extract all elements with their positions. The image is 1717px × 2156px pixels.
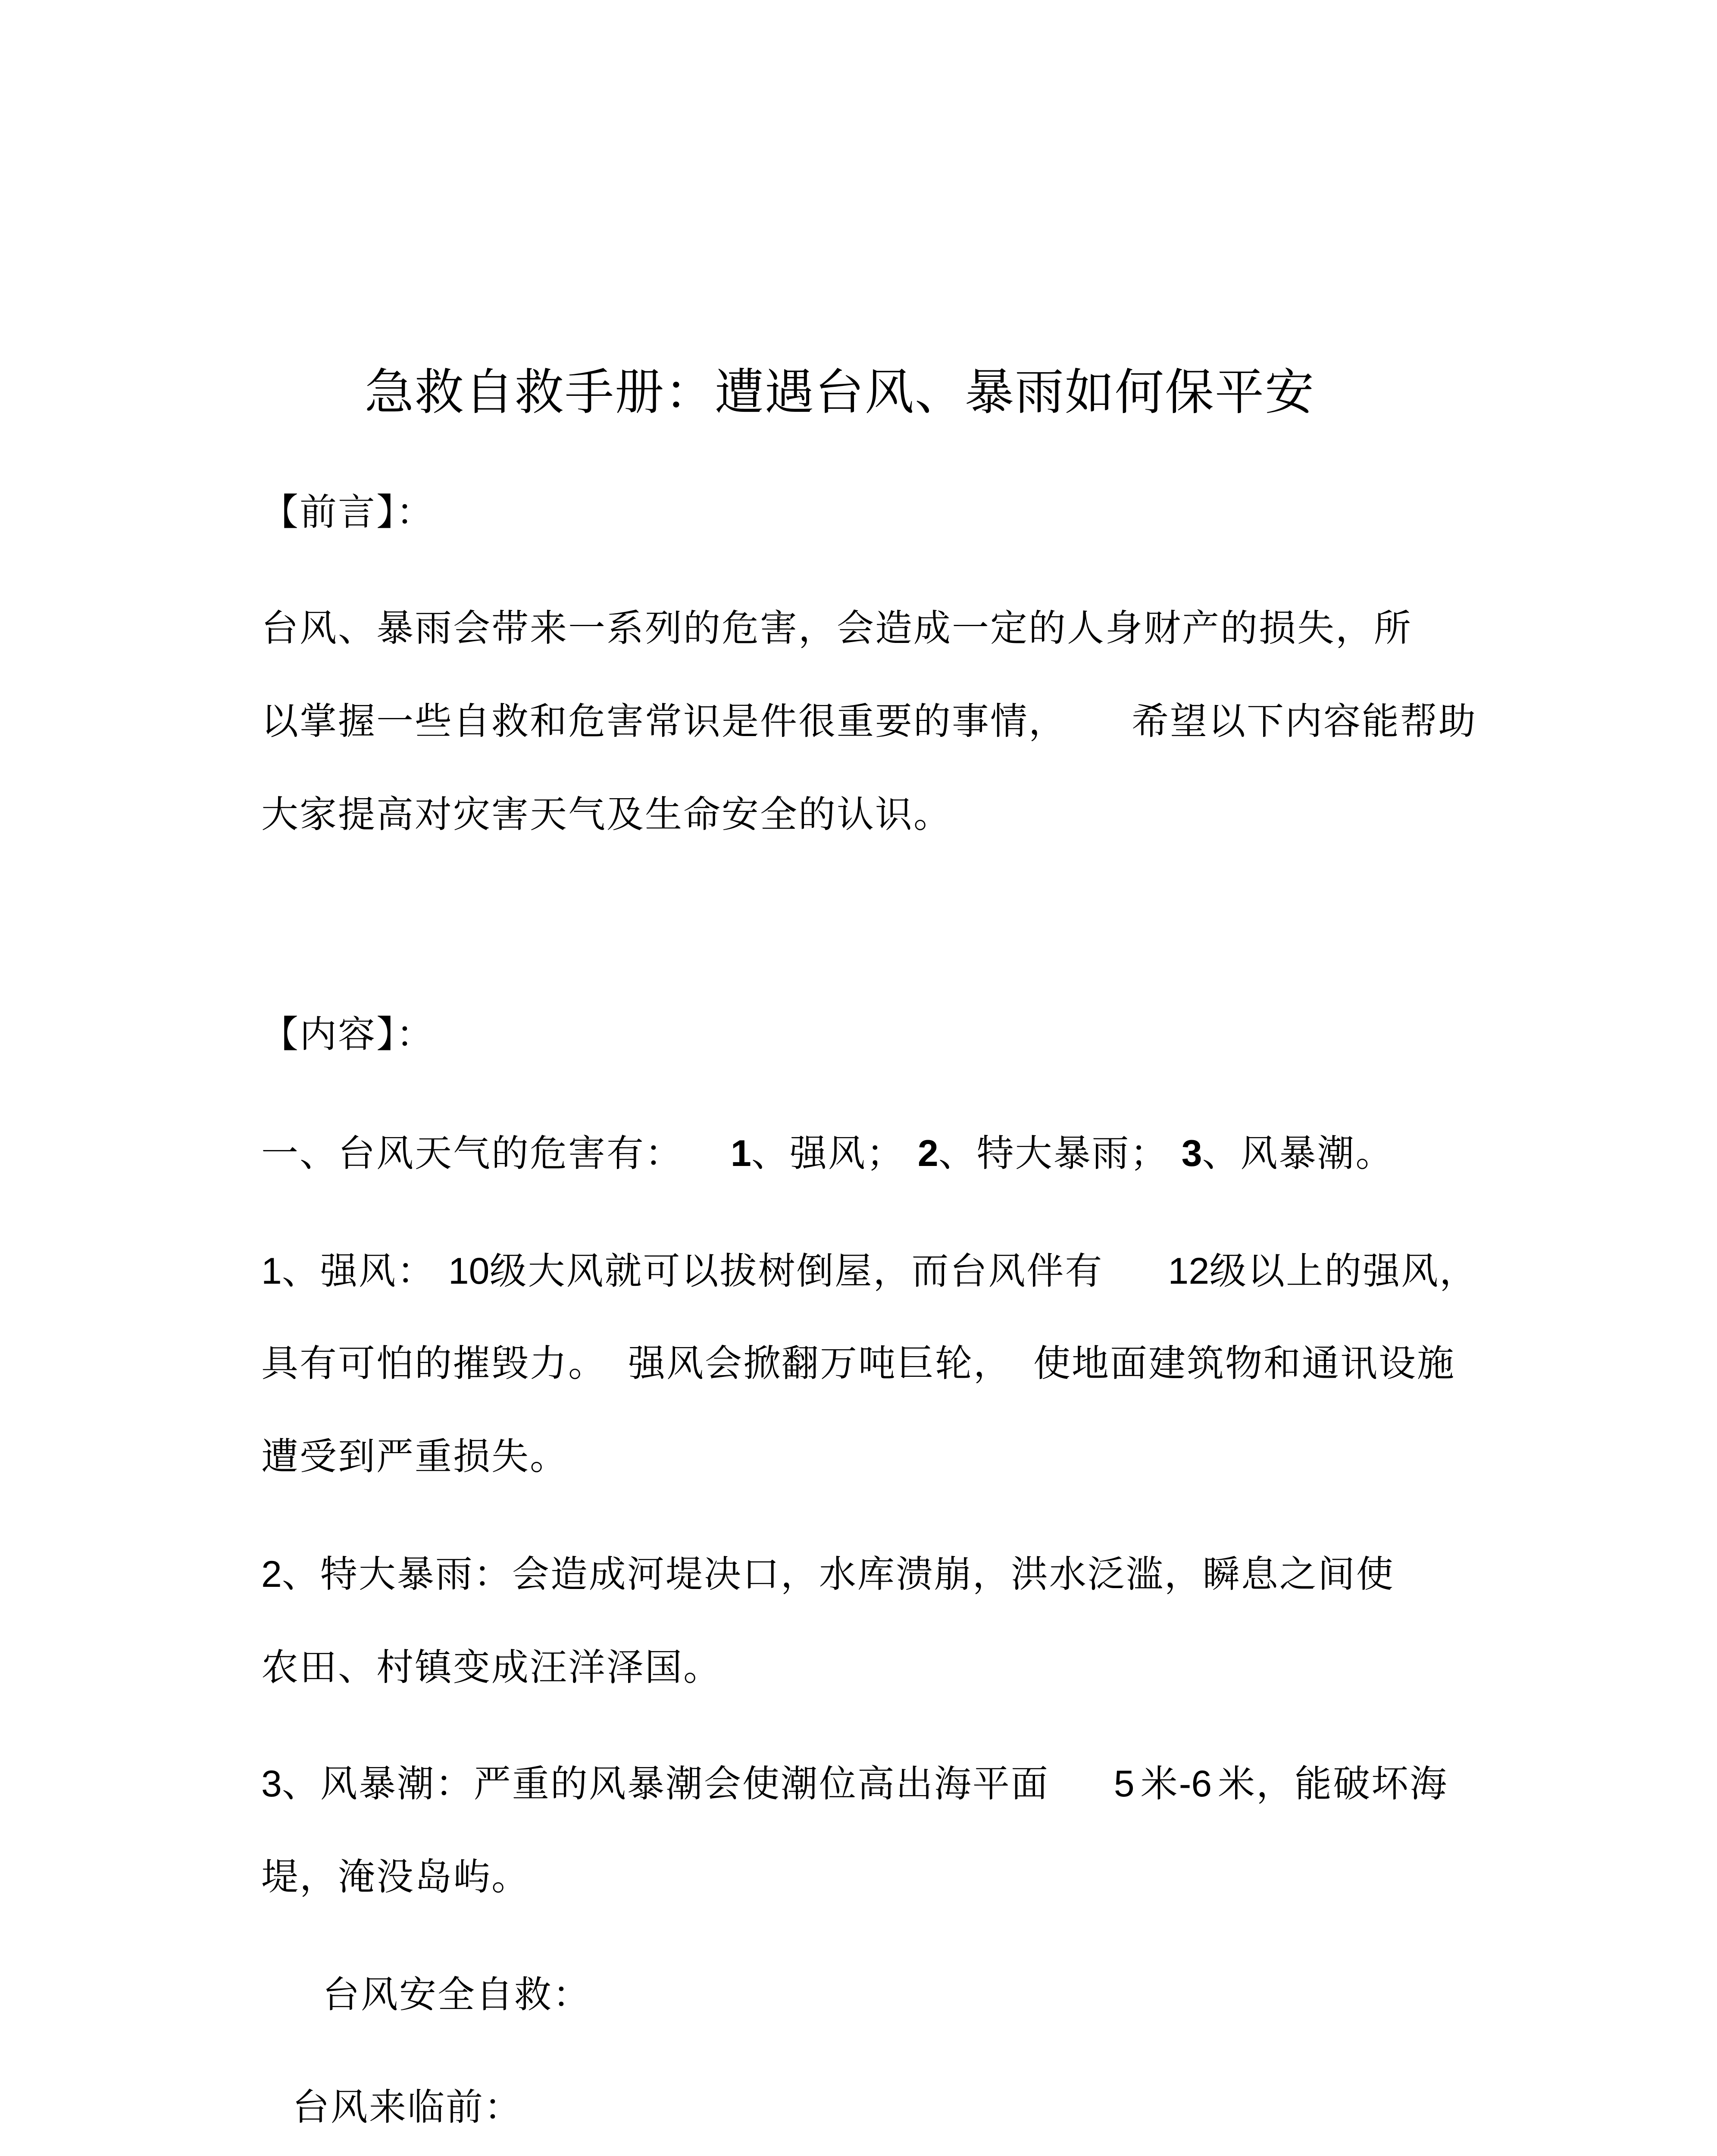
rain-line-2: 农田、村镇变成汪洋泽国。 [261, 1646, 722, 1689]
hazard-text-2: 、特大暴雨； [938, 1132, 1169, 1175]
rain-number: 2 [261, 1554, 282, 1595]
surge-line-1 [261, 1760, 1448, 1808]
hazards-lead: 一、台风天气的危害有： [261, 1132, 683, 1175]
hazard-text-1: 、强风； [751, 1132, 905, 1175]
page-title: 急救自救手册：遭遇台风、暴雨如何保平安 [365, 364, 1315, 421]
wind-level-12: 12 [1168, 1250, 1210, 1292]
surge-number: 3 [261, 1763, 282, 1805]
wind-label: 、强风： [281, 1250, 435, 1293]
preface-line-2a: 以掌握一些自救和危害常识是件很重要的事情， [261, 700, 1067, 743]
surge-unit-1: 米 [1140, 1762, 1179, 1805]
wind-line-2a: 具有可怕的摧毁力。 [261, 1342, 607, 1385]
wind-text-c: 级以上的强风， [1209, 1250, 1478, 1293]
wind-line-2b: 强风会掀翻万吨巨轮， [628, 1342, 1012, 1385]
preface-line-1: 台风、暴雨会带来一系列的危害，会造成一定的人身财产的损失，所 [261, 607, 1412, 650]
surge-text-c: 米，能破坏海 [1218, 1762, 1448, 1805]
rain-line-1 [261, 1551, 1395, 1598]
wind-line-3: 遭受到严重损失。 [261, 1435, 568, 1478]
content-heading: 【内容】： [261, 1013, 435, 1056]
surge-text-a: 、风暴潮：严重的风暴潮会使潮位高出海平面 [281, 1762, 1049, 1805]
wind-number: 1 [261, 1250, 282, 1292]
rain-text: 、特大暴雨：会造成河堤决口，水库溃崩，洪水泛滥，瞬息之间使 [281, 1553, 1395, 1596]
wind-level-10: 10 [448, 1250, 490, 1292]
hazards-intro [261, 1130, 1394, 1177]
surge-height-5: 5 [1113, 1763, 1135, 1805]
surge-line-2: 堤，淹没岛屿。 [261, 1855, 530, 1899]
self-rescue-heading: 台风安全自救： [322, 1973, 591, 2016]
hazard-number-1: 1 [731, 1133, 751, 1174]
hazard-number-3: 3 [1181, 1133, 1202, 1174]
preface-line-3: 大家提高对灾害天气及生命安全的认识。 [261, 793, 952, 836]
before-typhoon-heading: 台风来临前： [292, 2086, 522, 2129]
wind-line-1 [261, 1247, 1478, 1295]
surge-height-6: -6 [1179, 1763, 1212, 1805]
wind-text-b: 级大风就可以拔树倒屋，而台风伴有 [489, 1250, 1104, 1293]
wind-line-2 [261, 1340, 1455, 1387]
wind-line-2c: 使地面建筑物和通讯设施 [1033, 1342, 1455, 1385]
preface-heading: 【前言】： [261, 491, 435, 534]
hazard-number-2: 2 [917, 1133, 938, 1174]
preface-line-2 [261, 698, 1477, 745]
hazard-text-3: 、风暴潮。 [1202, 1132, 1394, 1175]
preface-line-2b: 希望以下内容能帮助 [1132, 700, 1477, 743]
